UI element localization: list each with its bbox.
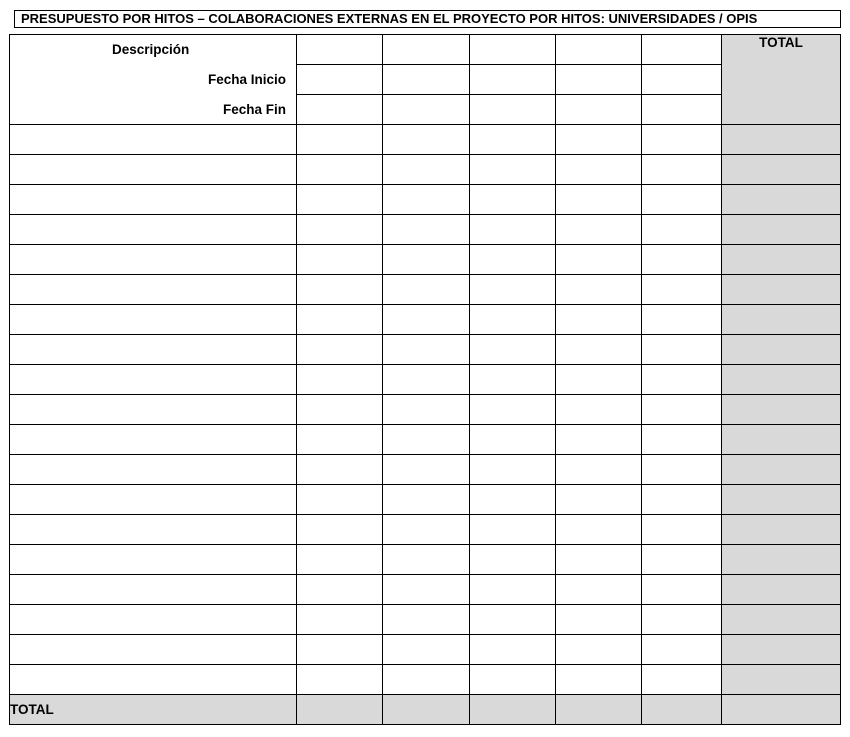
row-total-cell bbox=[722, 245, 841, 275]
budget-table bbox=[9, 34, 841, 725]
amount-input[interactable] bbox=[470, 485, 556, 515]
milestone-end-date-input[interactable] bbox=[556, 95, 642, 125]
amount-input[interactable] bbox=[470, 215, 556, 245]
amount-input[interactable] bbox=[642, 635, 722, 665]
amount-input[interactable] bbox=[642, 665, 722, 695]
amount-input[interactable] bbox=[556, 305, 642, 335]
row-total-cell bbox=[722, 185, 841, 215]
header-row-description bbox=[10, 35, 841, 65]
amount-input[interactable] bbox=[383, 575, 470, 605]
amount-input[interactable] bbox=[383, 545, 470, 575]
milestone-description-input[interactable] bbox=[556, 35, 642, 65]
amount-input[interactable] bbox=[556, 185, 642, 215]
row-total-cell bbox=[722, 545, 841, 575]
amount-input[interactable] bbox=[556, 125, 642, 155]
item-description-input[interactable] bbox=[10, 425, 297, 455]
milestone-start-date-input[interactable] bbox=[470, 65, 556, 95]
milestone-end-date-input[interactable] bbox=[642, 95, 722, 125]
total-row bbox=[10, 695, 841, 725]
row-total-cell bbox=[722, 605, 841, 635]
amount-input[interactable] bbox=[556, 395, 642, 425]
row-total-cell bbox=[722, 305, 841, 335]
amount-input[interactable] bbox=[297, 515, 383, 545]
milestone-start-date-input[interactable] bbox=[556, 65, 642, 95]
table-row bbox=[10, 185, 841, 215]
amount-input[interactable] bbox=[297, 485, 383, 515]
amount-input[interactable] bbox=[383, 245, 470, 275]
milestone-description-input[interactable] bbox=[297, 35, 383, 65]
row-total-cell bbox=[722, 275, 841, 305]
amount-input[interactable] bbox=[470, 395, 556, 425]
amount-input[interactable] bbox=[297, 155, 383, 185]
table-row bbox=[10, 395, 841, 425]
amount-input[interactable] bbox=[383, 635, 470, 665]
table-row bbox=[10, 605, 841, 635]
table-row bbox=[10, 335, 841, 365]
item-description-input[interactable] bbox=[10, 515, 297, 545]
amount-input[interactable] bbox=[297, 305, 383, 335]
amount-input[interactable] bbox=[470, 605, 556, 635]
total-row-label: TOTAL bbox=[10, 695, 297, 725]
amount-input[interactable] bbox=[556, 365, 642, 395]
amount-input[interactable] bbox=[297, 455, 383, 485]
amount-input[interactable] bbox=[383, 395, 470, 425]
amount-input[interactable] bbox=[556, 455, 642, 485]
item-description-input[interactable] bbox=[10, 215, 297, 245]
start-date-label: Fecha Inicio bbox=[207, 72, 286, 87]
amount-input[interactable] bbox=[470, 365, 556, 395]
milestone-end-date-input[interactable] bbox=[470, 95, 556, 125]
amount-input[interactable] bbox=[297, 275, 383, 305]
amount-input[interactable] bbox=[297, 245, 383, 275]
amount-input[interactable] bbox=[470, 545, 556, 575]
amount-input[interactable] bbox=[642, 515, 722, 545]
row-total-cell bbox=[722, 125, 841, 155]
amount-input[interactable] bbox=[556, 635, 642, 665]
amount-input[interactable] bbox=[556, 575, 642, 605]
amount-input[interactable] bbox=[556, 665, 642, 695]
amount-input[interactable] bbox=[642, 275, 722, 305]
item-description-input[interactable] bbox=[10, 635, 297, 665]
amount-input[interactable] bbox=[470, 275, 556, 305]
amount-input[interactable] bbox=[297, 425, 383, 455]
row-total-cell bbox=[722, 665, 841, 695]
amount-input[interactable] bbox=[383, 125, 470, 155]
amount-input[interactable] bbox=[470, 635, 556, 665]
amount-input[interactable] bbox=[383, 275, 470, 305]
item-description-input[interactable] bbox=[10, 335, 297, 365]
amount-input[interactable] bbox=[642, 545, 722, 575]
amount-input[interactable] bbox=[642, 485, 722, 515]
amount-input[interactable] bbox=[470, 155, 556, 185]
table-row bbox=[10, 305, 841, 335]
end-date-label: Fecha Fin bbox=[222, 102, 286, 117]
item-description-input[interactable] bbox=[10, 155, 297, 185]
amount-input[interactable] bbox=[556, 215, 642, 245]
item-description-input[interactable] bbox=[10, 665, 297, 695]
row-total-cell bbox=[722, 425, 841, 455]
amount-input[interactable] bbox=[383, 305, 470, 335]
amount-input[interactable] bbox=[642, 605, 722, 635]
table-row bbox=[10, 485, 841, 515]
row-total-cell bbox=[722, 455, 841, 485]
table-row bbox=[10, 545, 841, 575]
amount-input[interactable] bbox=[383, 155, 470, 185]
amount-input[interactable] bbox=[470, 665, 556, 695]
row-total-cell bbox=[722, 365, 841, 395]
amount-input[interactable] bbox=[556, 605, 642, 635]
amount-input[interactable] bbox=[470, 125, 556, 155]
amount-input[interactable] bbox=[383, 215, 470, 245]
amount-input[interactable] bbox=[642, 455, 722, 485]
item-description-input[interactable] bbox=[10, 575, 297, 605]
milestone-start-date-input[interactable] bbox=[383, 65, 470, 95]
table-row bbox=[10, 635, 841, 665]
row-total-cell bbox=[722, 395, 841, 425]
row-total-cell bbox=[722, 215, 841, 245]
item-description-input[interactable] bbox=[10, 305, 297, 335]
table-row bbox=[10, 665, 841, 695]
column-total-cell bbox=[556, 695, 642, 725]
table-row bbox=[10, 155, 841, 185]
grand-total-cell bbox=[722, 695, 841, 725]
amount-input[interactable] bbox=[470, 425, 556, 455]
table-row bbox=[10, 425, 841, 455]
milestone-start-date-input[interactable] bbox=[642, 65, 722, 95]
amount-input[interactable] bbox=[383, 605, 470, 635]
item-description-input[interactable] bbox=[10, 365, 297, 395]
row-total-cell bbox=[722, 155, 841, 185]
amount-input[interactable] bbox=[556, 485, 642, 515]
amount-input[interactable] bbox=[642, 185, 722, 215]
amount-input[interactable] bbox=[556, 275, 642, 305]
item-description-input[interactable] bbox=[10, 605, 297, 635]
amount-input[interactable] bbox=[556, 425, 642, 455]
column-total-cell bbox=[383, 695, 470, 725]
amount-input[interactable] bbox=[470, 455, 556, 485]
item-description-input[interactable] bbox=[10, 395, 297, 425]
row-total-cell bbox=[722, 485, 841, 515]
amount-input[interactable] bbox=[642, 395, 722, 425]
amount-input[interactable] bbox=[383, 185, 470, 215]
milestone-start-date-input[interactable] bbox=[297, 65, 383, 95]
table-row bbox=[10, 215, 841, 245]
table-row bbox=[10, 455, 841, 485]
header-labels-cell bbox=[10, 35, 297, 125]
amount-input[interactable] bbox=[297, 335, 383, 365]
milestone-description-input[interactable] bbox=[470, 35, 556, 65]
amount-input[interactable] bbox=[297, 665, 383, 695]
amount-input[interactable] bbox=[383, 335, 470, 365]
amount-input[interactable] bbox=[556, 545, 642, 575]
table-row bbox=[10, 245, 841, 275]
amount-input[interactable] bbox=[297, 575, 383, 605]
amount-input[interactable] bbox=[642, 425, 722, 455]
item-description-input[interactable] bbox=[10, 125, 297, 155]
table-row bbox=[10, 575, 841, 605]
amount-input[interactable] bbox=[470, 335, 556, 365]
row-total-cell bbox=[722, 635, 841, 665]
amount-input[interactable] bbox=[470, 245, 556, 275]
amount-input[interactable] bbox=[470, 185, 556, 215]
amount-input[interactable] bbox=[297, 185, 383, 215]
amount-input[interactable] bbox=[383, 425, 470, 455]
amount-input[interactable] bbox=[642, 365, 722, 395]
amount-input[interactable] bbox=[297, 635, 383, 665]
amount-input[interactable] bbox=[642, 305, 722, 335]
amount-input[interactable] bbox=[642, 335, 722, 365]
amount-input[interactable] bbox=[642, 575, 722, 605]
form-title: PRESUPUESTO POR HITOS – COLABORACIONES EXTERNAS EN EL PROYECTO POR HITOS: UNIVERSIDADES / OPIS bbox=[14, 10, 841, 28]
column-total-cell bbox=[470, 695, 556, 725]
amount-input[interactable] bbox=[383, 485, 470, 515]
amount-input[interactable] bbox=[642, 155, 722, 185]
item-description-input[interactable] bbox=[10, 485, 297, 515]
amount-input[interactable] bbox=[470, 515, 556, 545]
column-total-cell bbox=[642, 695, 722, 725]
amount-input[interactable] bbox=[297, 365, 383, 395]
amount-input[interactable] bbox=[642, 125, 722, 155]
description-label: Descripción bbox=[112, 42, 190, 57]
table-row bbox=[10, 275, 841, 305]
table-row bbox=[10, 365, 841, 395]
amount-input[interactable] bbox=[556, 245, 642, 275]
column-total-cell bbox=[297, 695, 383, 725]
table-row bbox=[10, 125, 841, 155]
amount-input[interactable] bbox=[383, 515, 470, 545]
amount-input[interactable] bbox=[556, 515, 642, 545]
milestone-end-date-input[interactable] bbox=[383, 95, 470, 125]
total-column-header: TOTAL bbox=[722, 35, 841, 125]
milestone-description-input[interactable] bbox=[383, 35, 470, 65]
amount-input[interactable] bbox=[383, 455, 470, 485]
row-total-cell bbox=[722, 515, 841, 545]
amount-input[interactable] bbox=[383, 365, 470, 395]
amount-input[interactable] bbox=[642, 215, 722, 245]
amount-input[interactable] bbox=[470, 305, 556, 335]
item-description-input[interactable] bbox=[10, 275, 297, 305]
row-total-cell bbox=[722, 335, 841, 365]
row-total-cell bbox=[722, 575, 841, 605]
milestone-end-date-input[interactable] bbox=[297, 95, 383, 125]
item-description-input[interactable] bbox=[10, 455, 297, 485]
amount-input[interactable] bbox=[297, 125, 383, 155]
amount-input[interactable] bbox=[556, 335, 642, 365]
table-row bbox=[10, 515, 841, 545]
item-description-input[interactable] bbox=[10, 245, 297, 275]
item-description-input[interactable] bbox=[10, 545, 297, 575]
milestone-description-input[interactable] bbox=[642, 35, 722, 65]
amount-input[interactable] bbox=[642, 245, 722, 275]
amount-input[interactable] bbox=[556, 155, 642, 185]
amount-input[interactable] bbox=[383, 665, 470, 695]
item-description-input[interactable] bbox=[10, 185, 297, 215]
amount-input[interactable] bbox=[297, 395, 383, 425]
amount-input[interactable] bbox=[297, 605, 383, 635]
amount-input[interactable] bbox=[470, 575, 556, 605]
amount-input[interactable] bbox=[297, 545, 383, 575]
amount-input[interactable] bbox=[297, 215, 383, 245]
